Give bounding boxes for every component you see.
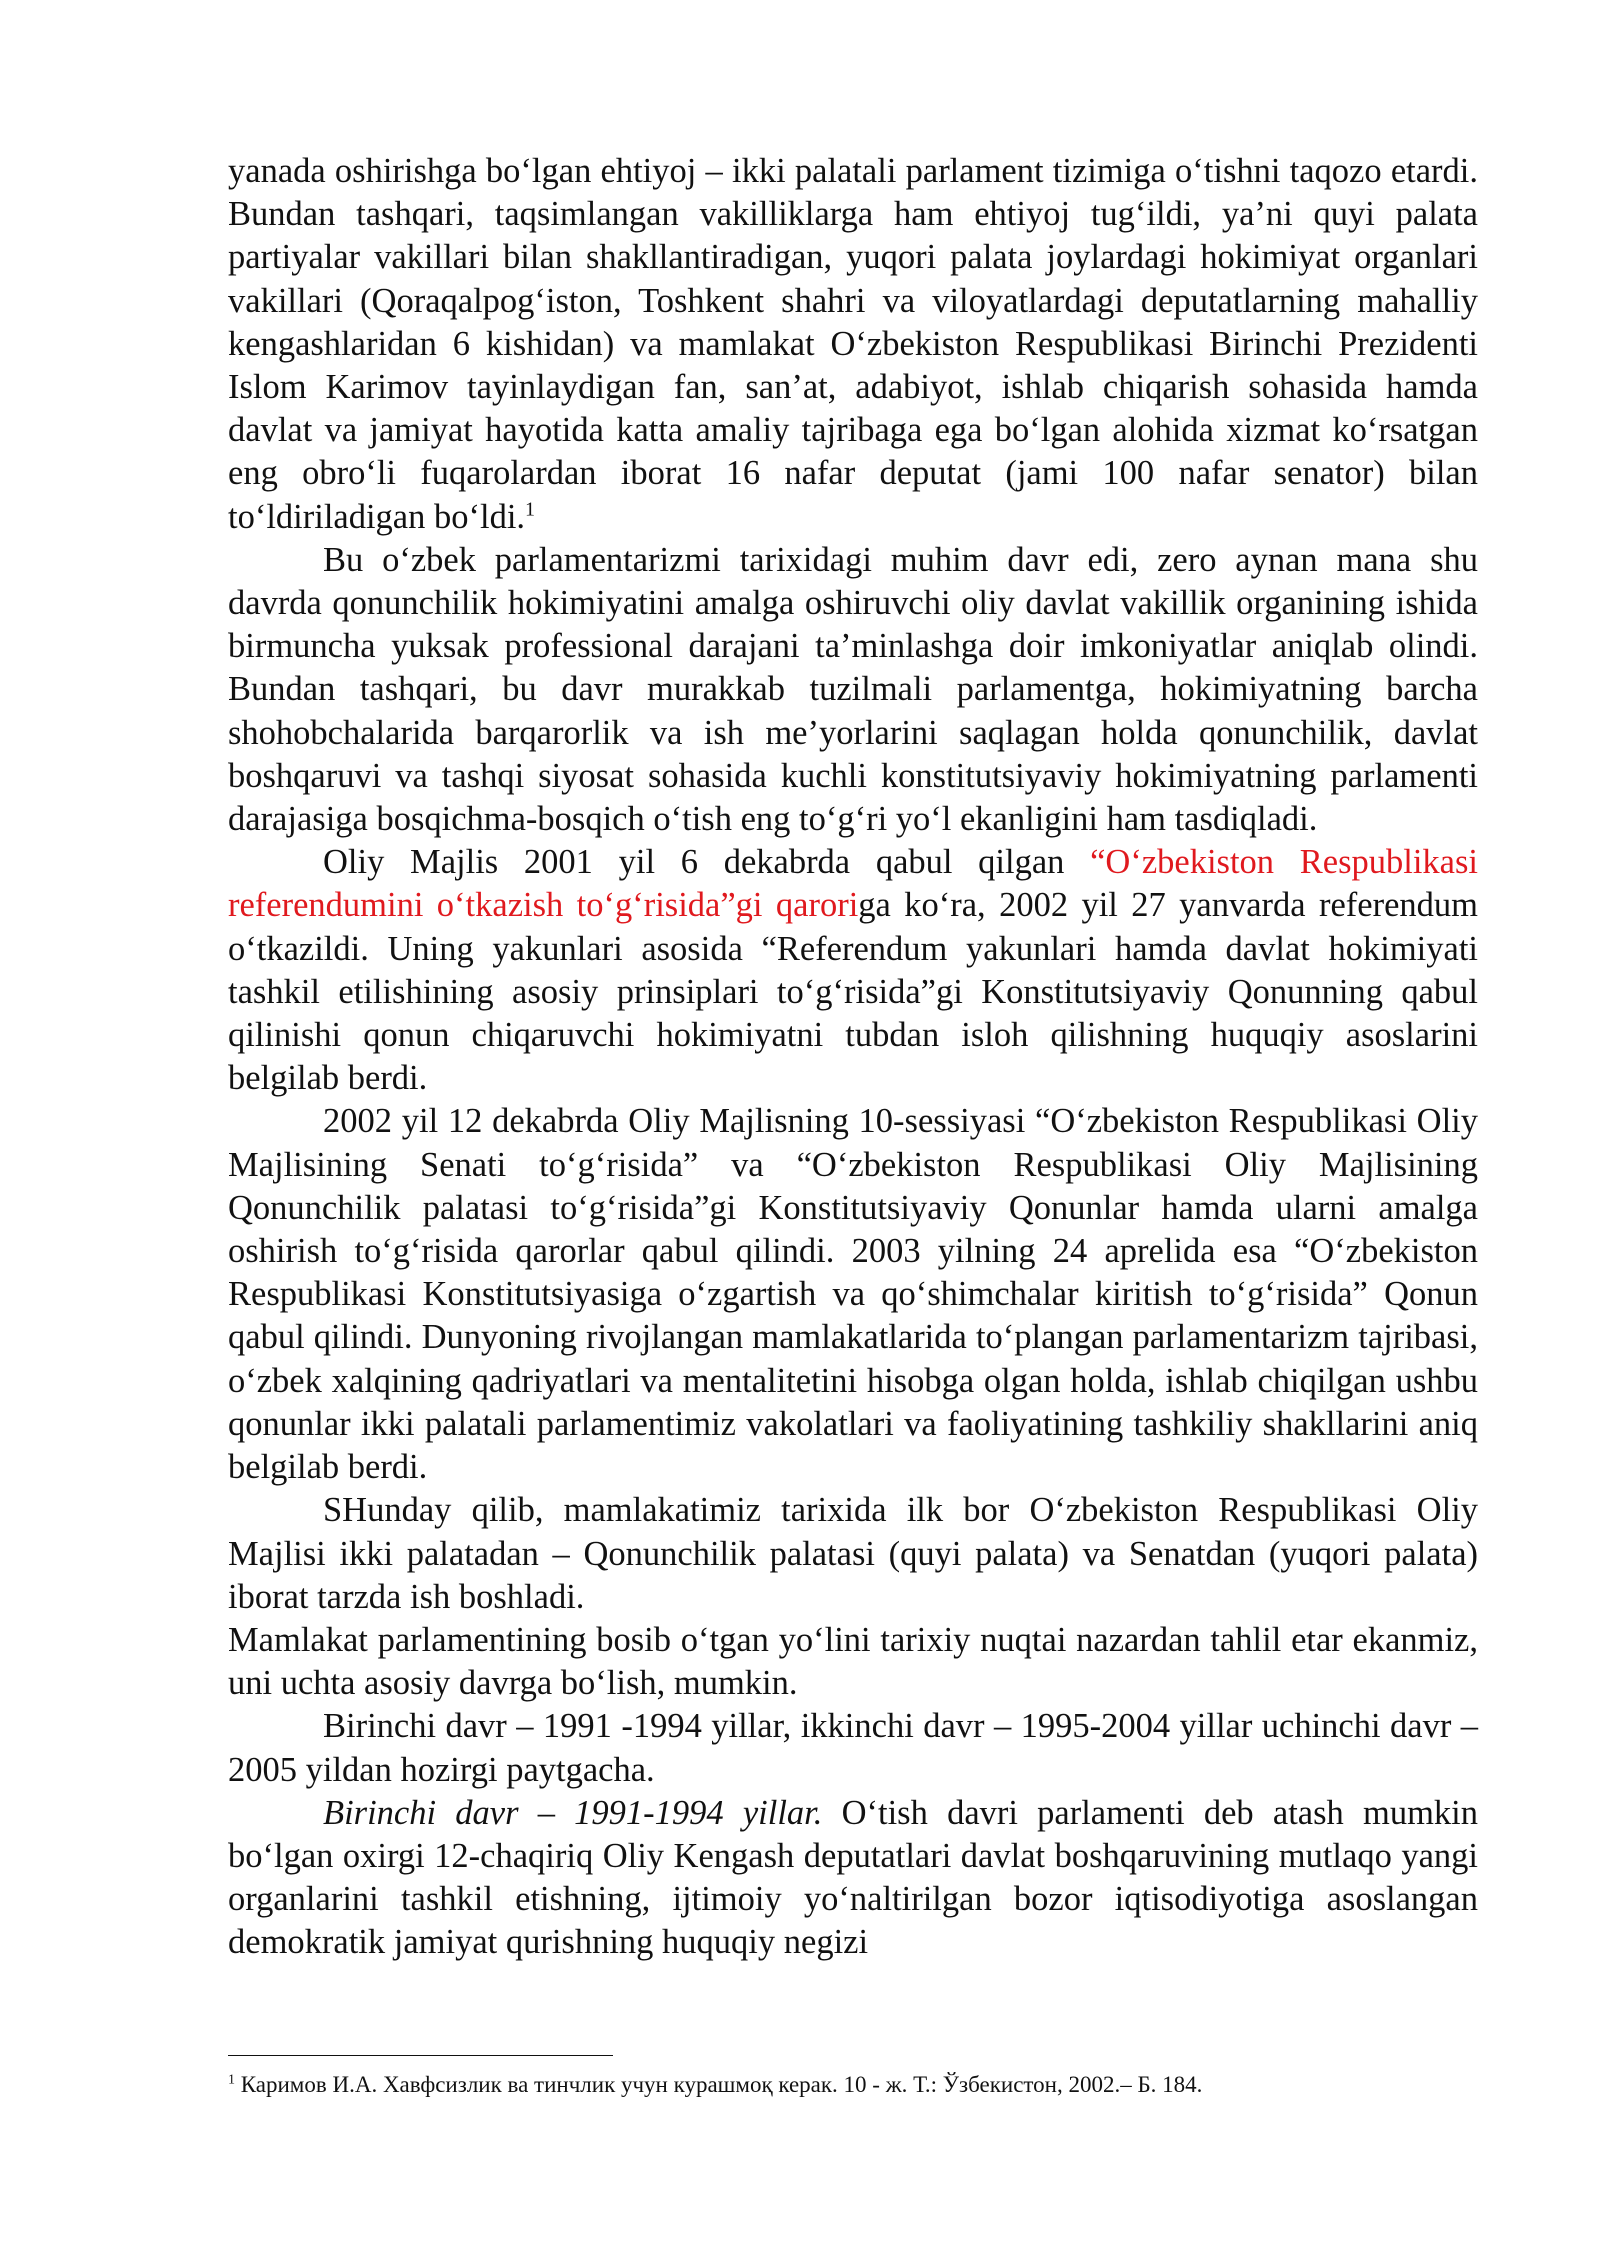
footnote-marker: 1 [228,2072,235,2088]
paragraph-3-text-start: Oliy Majlis 2001 yil 6 dekabrda qabul qilgan [323,843,1091,882]
paragraph-6: Mamlakat parlamentining bosib o‘tgan yo‘lini tarixiy nuqtai nazardan tahlil etar ekanmiz, uni uchta asosiy davrga bo‘lish, mumkin. [228,1620,1478,1703]
footnote-separator [228,2055,613,2056]
paragraph-3-text-end: ga ko‘ra, 2002 yil 27 yanvarda referendum o‘tkazildi. Uning yakunlari asosida “Referendum yakunlari hamda davlat hokimiyati tashkil etilishining asosiy prinsiplari to‘g‘risida”gi Konstitutsiyaviy Qonunning qabul qilinishi qonun chiqaruvchi hokimiyatni tubdan isloh qilishning huquqiy asoslarini belgilab berdi. [228,886,1478,1098]
paragraph-7: Birinchi davr – 1991 -1994 yillar, ikkinchi davr – 1995-2004 yillar uchinchi davr – 2005 yildan hozirgi paytgacha. [228,1707,1478,1789]
paragraph-1-text: yanada oshirishga bo‘lgan ehtiyoj – ikki palatali parlament tizimiga o‘tishni taqozo etardi. Bundan tashqari, taqsimlangan vakilliklarga ham ehtiyoj tug‘ildi, ya’ni quyi palata partiyalar vakillari bilan shakllantiradigan, yuqori palata joylardagi hokimiyat organlari vakillari (Qoraqalpog‘iston, Toshkent shahri va viloyatlardagi deputatlarning mahalliy kengashlaridan 6 kishidan) va mamlakat O‘zbekiston Respublikasi Birinchi Prezidenti Islom Karimov tayinlaydigan fan, san’at, adabiyot, ishlab chiqarish sohasida hamda davlat va jamiyat hayotida katta amaliy tajribaga ega bo‘lgan alohida xizmat ko‘rsatgan eng obro‘li fuqarolardan iborat 16 nafar deputat (jami 100 nafar senator) bilan to‘ldiriladigan bo‘ldi. [228,152,1478,536]
paragraph-5: SHunday qilib, mamlakatimiz tarixida ilk bor O‘zbekiston Respublikasi Oliy Majlisi ikki palatadan – Qonunchilik palatasi (quyi palata) va Senatdan (yuqori palata) iborat tarzda ish boshladi. [228,1491,1478,1616]
document-body [228,150,1478,1965]
paragraph-3 [228,841,1478,1100]
paragraph-8 [228,1792,1478,1965]
paragraph-1 [228,150,1478,539]
paragraph-4: 2002 yil 12 dekabrda Oliy Majlisning 10-sessiyasi “O‘zbekiston Respublikasi Oliy Majlisining Senati to‘g‘risida” va “O‘zbekiston Respublikasi Oliy Majlisining Qonunchilik palatasi to‘g‘risida”gi Konstitutsiyaviy Qonunlar hamda ularni amalga oshirish to‘g‘risida qarorlar qabul qilindi. 2003 yilning 24 aprelida esa “O‘zbekiston Respublikasi Konstitutsiyasiga o‘zgartish va qo‘shimchalar kiritish to‘g‘risida” Qonun qabul qilindi. Dunyoning rivojlangan mamlakatlarida to‘plangan parlamentarizm tajribasi, o‘zbek xalqining qadriyatlari va mentalitetini hisobga olgan holda, ishlab chiqilgan ushbu qonunlar ikki palatali parlamentimiz vakolatlari va faoliyatining tashkiliy shakllarini aniq belgilab berdi. [228,1102,1478,1487]
footnote [228,2070,1478,2100]
paragraph-8-text: O‘tish davri parlamenti deb atash mumkin bo‘lgan oxirgi 12-chaqiriq Oliy Kengash deputatlari davlat boshqaruvining mutlaqo yangi organlarini tashkil etishning, ijtimoiy yo‘naltirilgan bozor iqtisodiyotiga asoslangan demokratik jamiyat qurishning huquqiy negizi [228,1793,1478,1962]
highlighted-resolution-title: “O‘zbekiston Respublikasi referendumini o‘tkazish to‘g‘risida”gi qarori [228,843,1478,925]
footnote-reference[interactable]: 1 [525,498,536,521]
period-heading-italic: Birinchi davr – 1991-1994 yillar. [323,1793,823,1832]
paragraph-2: Bu o‘zbek parlamentarizmi tarixidagi muhim davr edi, zero aynan mana shu davrda qonunchilik hokimiyatini amalga oshiruvchi oliy davlat vakillik organining ishida birmuncha yuksak professional darajani ta’minlashga doir imkoniyatlar aniqlab olindi. Bundan tashqari, bu davr murakkab tuzilmali parlamentga, hokimiyatning barcha shohobchalarida barqarorlik va ish me’yorlarini saqlagan holda qonunchilik, davlat boshqaruvi va tashqi siyosat sohasida kuchli konstitutsiyaviy hokimiyatning parlamenti darajasiga bosqichma-bosqich o‘tish eng to‘g‘ri yo‘l ekanligini ham tasdiqladi. [228,540,1478,839]
footnote-text: Каримов И.А. Хавфсизлик ва тинчлик учун курашмоқ керак. 10 - ж. Т.: Ўзбекистон, 2002.– Б. 184. [235,2072,1203,2097]
